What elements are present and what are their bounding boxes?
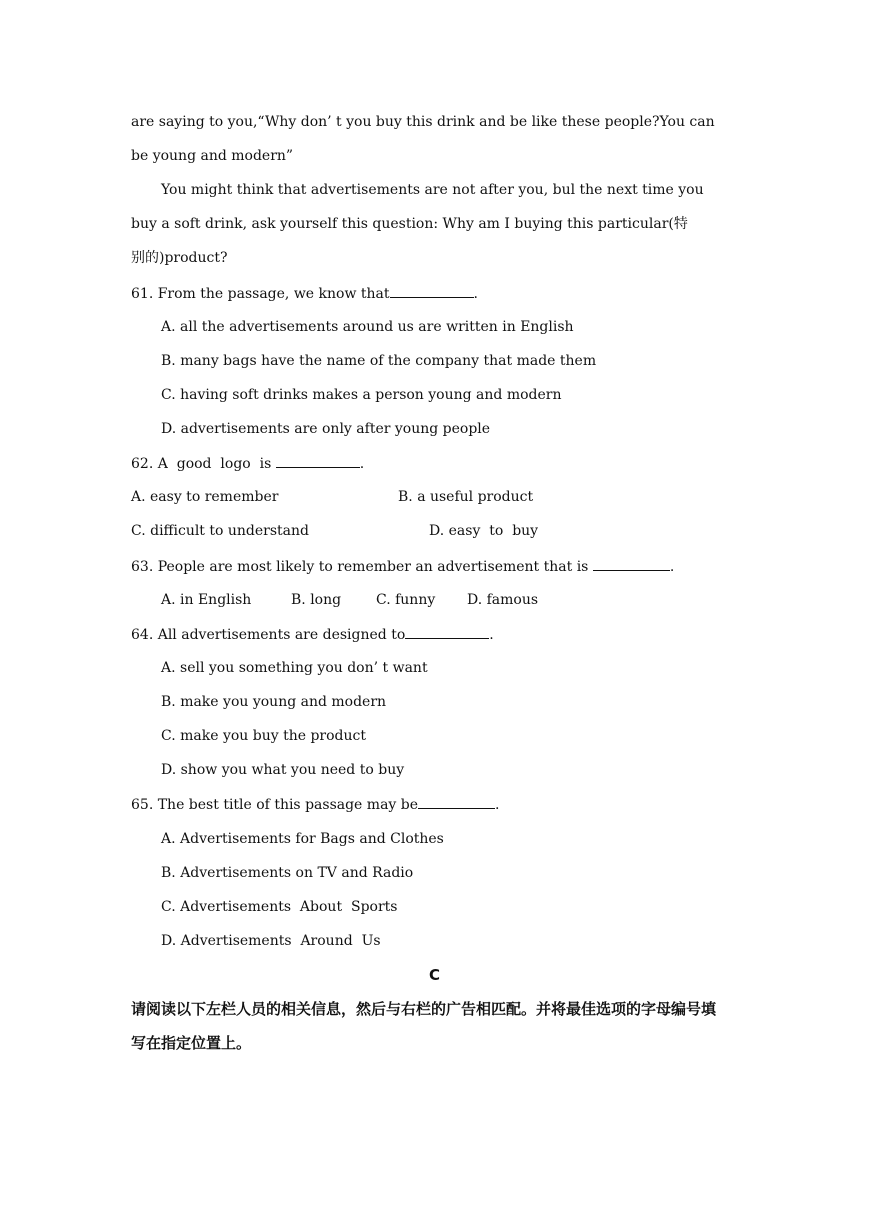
section-c-instruction: 请阅读以下左栏人员的相关信息，然后与右栏的广告相匹配。并将最佳选项的字母编号填: [131, 1000, 717, 1018]
question-64-stem: 64. All advertisements are designed to .: [131, 624, 494, 645]
question-64-option-a: A. sell you something you don’ t want: [161, 660, 428, 676]
question-63-option-b: B. long: [291, 592, 342, 608]
question-65-option-c: C. Advertisements About Sports: [161, 899, 398, 915]
question-62-stem: 62. A good logo is .: [131, 453, 364, 474]
question-64-option-b: B. make you young and modern: [161, 694, 387, 710]
question-64-option-d: D. show you what you need to buy: [161, 762, 405, 778]
question-62-option-b: B. a useful product: [398, 489, 534, 505]
passage-line: are saying to you,“Why don’ t you buy this drink and be like these people?You can: [131, 114, 715, 130]
question-63-option-a: A. in English: [161, 592, 252, 608]
question-61-option-c: C. having soft drinks makes a person young and modern: [161, 387, 562, 403]
question-63-option-d: D. famous: [467, 592, 539, 608]
answer-blank: [276, 453, 360, 468]
passage-line: 别的)product?: [131, 250, 228, 266]
question-61-option-a: A. all the advertisements around us are written in English: [161, 319, 574, 335]
question-63-stem: 63. People are most likely to remember an advertisement that is .: [131, 556, 674, 577]
answer-blank: [390, 283, 474, 298]
question-63-option-c: C. funny: [376, 592, 436, 608]
question-62-option-d: D. easy to buy: [429, 523, 539, 539]
question-61-option-d: D. advertisements are only after young people: [161, 421, 491, 437]
question-65-option-d: D. Advertisements Around Us: [161, 933, 381, 949]
question-61-stem: 61. From the passage, we know that .: [131, 283, 478, 304]
answer-blank: [593, 556, 670, 571]
section-c-heading: C: [428, 966, 440, 984]
passage-line: be young and modern”: [131, 148, 294, 164]
question-62-option-a: A. easy to remember: [131, 489, 279, 505]
section-c-instruction: 写在指定位置上。: [131, 1034, 252, 1052]
question-65-stem: 65. The best title of this passage may be .: [131, 794, 499, 815]
answer-blank: [418, 794, 495, 809]
question-64-option-c: C. make you buy the product: [161, 728, 367, 744]
question-62-option-c: C. difficult to understand: [131, 523, 310, 539]
passage-line: You might think that advertisements are not after you, bul the next time you: [161, 182, 704, 198]
passage-line: buy a soft drink, ask yourself this question: Why am I buying this particular(特: [131, 216, 688, 232]
question-65-option-b: B. Advertisements on TV and Radio: [161, 865, 414, 881]
answer-blank: [405, 624, 489, 639]
question-61-option-b: B. many bags have the name of the company that made them: [161, 353, 597, 369]
question-65-option-a: A. Advertisements for Bags and Clothes: [161, 831, 444, 847]
